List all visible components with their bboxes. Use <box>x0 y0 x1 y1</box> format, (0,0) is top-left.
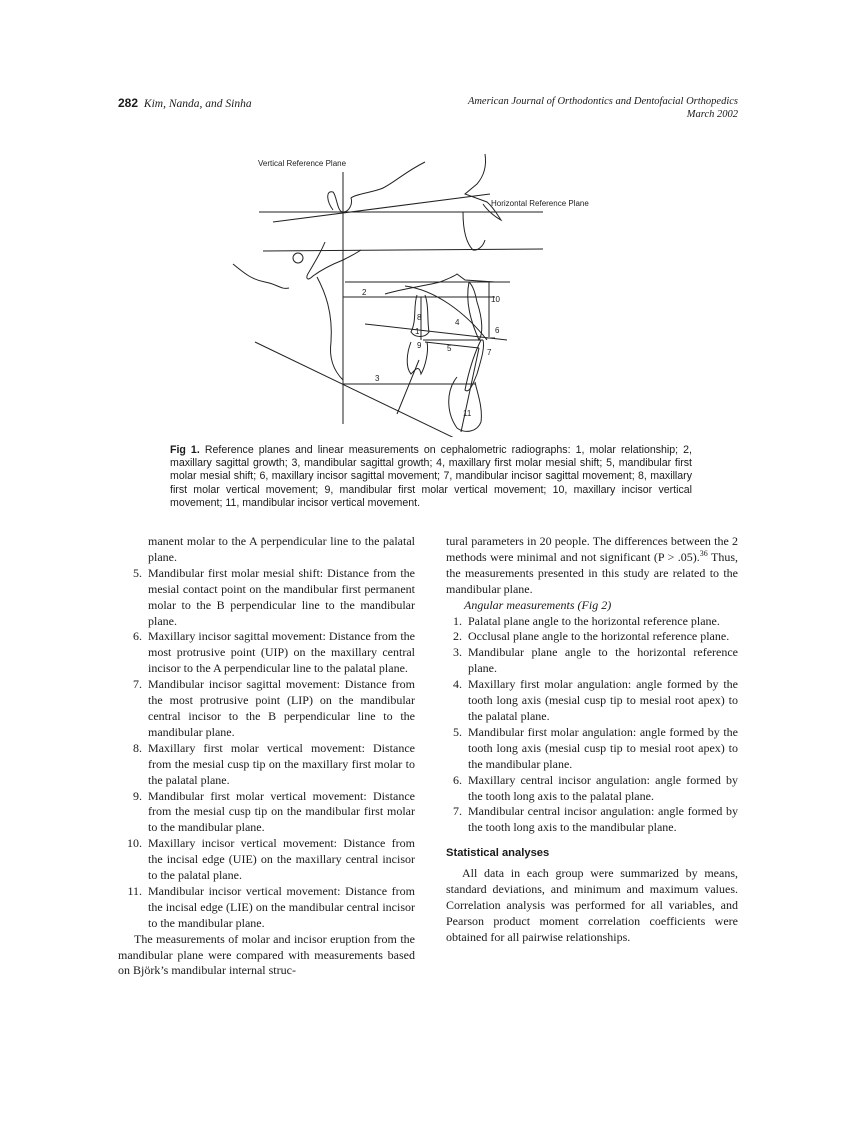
cephalometric-tracing-diagram <box>225 152 625 437</box>
porion-marker <box>293 253 303 263</box>
running-head <box>118 96 738 130</box>
list-item-number: 3. <box>453 645 462 660</box>
orbit-outline <box>463 212 485 250</box>
horizontal-reference-plane-label: Horizontal Reference Plane <box>491 199 589 208</box>
measurement-label-7: 7 <box>487 348 492 357</box>
list-item <box>118 741 415 789</box>
list-item <box>118 629 415 677</box>
measurement-label-6: 6 <box>495 326 500 335</box>
body-paragraph-continuation <box>446 534 738 598</box>
list-item-text: Mandibular incisor sagittal movement: Distance from the most protrusive point (LIP) on the mandibular central incisor to the B perpendicular line to the mandibular plane. <box>148 677 415 739</box>
list-item-number: 5. <box>133 565 142 580</box>
list-item-text: Occlusal plane angle to the horizontal reference plane. <box>468 629 730 644</box>
list-item <box>446 725 738 773</box>
issue-date: March 2002 <box>686 108 738 120</box>
list-item-text: Mandibular central incisor angulation: angle formed by the tooth long axis to the mandibular plane. <box>468 804 738 835</box>
measurement-label-11: 11 <box>463 409 472 418</box>
sn-line <box>273 194 490 222</box>
measurement-label-4: 4 <box>455 318 460 327</box>
measurement-label-3: 3 <box>375 374 380 383</box>
measurement-label-2: 2 <box>362 288 367 297</box>
list-item <box>446 804 738 836</box>
list-item-text: Mandibular first molar vertical movement: Distance from the mesial cusp tip on the mandibular first molar to the mandibular plane. <box>148 788 415 835</box>
list-item <box>446 645 738 677</box>
continuation-text-a: tural parameters in 20 people. The differences between the 2 methods were minimal and not significant (P > .05). <box>446 534 738 564</box>
list-item-text: Maxillary first molar angulation: angle formed by the tooth long axis (mesial cusp tip to mesial root apex) to the palatal plane. <box>468 677 738 723</box>
section-heading: Statistical analyses <box>446 847 550 860</box>
measurement-label-9: 9 <box>417 341 422 350</box>
list-item-number: 8. <box>133 740 142 755</box>
list-item <box>446 614 738 630</box>
measurement-label-5: 5 <box>447 344 452 353</box>
list-item-text: Mandibular first molar angulation: angle formed by the tooth long axis (mesial cusp tip to mesial root apex) to the mandibular plane. <box>468 724 738 771</box>
symphysis-outline <box>449 377 482 431</box>
vertical-reference-plane-label: Vertical Reference Plane <box>258 159 347 168</box>
list-item-number: 6. <box>133 629 142 644</box>
linear-measurements-list <box>118 566 415 932</box>
list-item-number: 2. <box>453 629 462 644</box>
list-continuation: manent molar to the A perpendicular line to the palatal plane. <box>148 534 415 564</box>
list-item-text: Maxillary central incisor angulation: angle formed by the tooth long axis to the palatal plane. <box>468 772 738 803</box>
right-column <box>446 534 738 946</box>
continuation-text-b: Thus, the measurements presented in this study are related to the mandibular plane. <box>446 549 738 596</box>
cephalometric-figure <box>225 152 625 437</box>
occipital-outline <box>233 264 289 288</box>
figure-caption-text: Reference planes and linear measurements on cephalometric radiographs: 1, molar relationship; 2, maxillary sagittal growth; 3, mandibular sagittal growth; 4, maxillary first molar mesial shift; 5, mandibular first molar mesial shift; 6, maxillary incisor sagittal movement; 7, mandibular incisor sagittal movement; 8, maxillary first molar vertical movement; 9, mandibular first molar vertical movement; 10, maxillary incisor vertical movement; 11, mandibular incisor vertical movement. <box>170 444 693 509</box>
list-item-number: 6. <box>453 772 462 787</box>
maxilla-outline <box>385 274 495 294</box>
list-item-text: Maxillary incisor sagittal movement: Distance from the most protrusive point (UIP) on the maxillary central incisor to the A perpendicular line to the palatal plane. <box>148 629 415 676</box>
list-item-number: 9. <box>133 788 142 803</box>
list-item-text: Mandibular plane angle to the horizontal reference plane. <box>468 645 738 676</box>
running-head-left <box>118 96 252 110</box>
list-item <box>118 884 415 932</box>
list-item-number: 7. <box>133 677 142 692</box>
author-list: Kim, Nanda, and Sinha <box>143 98 252 110</box>
measurement-label-10: 10 <box>491 295 500 304</box>
list-item <box>446 773 738 805</box>
citation-superscript: 36 <box>699 548 708 558</box>
body-paragraph: The measurements of molar and incisor eruption from the mandibular plane were compared with measurements based on Björk’s mandibular internal struc- <box>118 931 415 978</box>
left-column <box>118 534 415 979</box>
nasion-outline <box>465 154 501 220</box>
list-item <box>446 629 738 645</box>
journal-title: American Journal of Orthodontics and Dentofacial Orthopedics <box>467 96 738 107</box>
measurement-line-11 <box>461 348 479 432</box>
figure-tag: Fig 1. <box>170 444 200 456</box>
list-item-number: 4. <box>453 677 462 692</box>
body-paragraph: All data in each group were summarized by means, standard deviations, and minimum and maximum values. Correlation analysis was performed for all variables, and Pearson product moment correlation coefficients were obtained for all pairwise relationships. <box>446 866 738 944</box>
list-item-text: Mandibular incisor vertical movement: Distance from the incisal edge (LIE) on the mandibular central incisor to the mandibular plane. <box>148 883 415 930</box>
list-item-number: 11. <box>127 883 142 898</box>
list-item <box>118 789 415 837</box>
pterygoid-outline <box>307 242 361 279</box>
list-item-text: Mandibular first molar mesial shift: Distance from the mesial contact point on the mandibular first permanent molar to the B perpendicular line to the mandibular plane. <box>148 565 415 628</box>
measurement-line-5 <box>425 342 479 348</box>
ramus-outline <box>317 277 343 380</box>
list-item-number: 10. <box>127 836 142 851</box>
list-item <box>118 677 415 741</box>
list-item-number: 5. <box>453 724 462 739</box>
figure-caption <box>170 444 692 510</box>
list-item <box>118 836 415 884</box>
list-item-text: Palatal plane angle to the horizontal reference plane. <box>468 613 720 628</box>
angular-measurements-list <box>446 614 738 837</box>
second-horizontal-line <box>263 249 543 251</box>
subsection-heading: Angular measurements (Fig 2) <box>464 597 612 612</box>
page-number: 282 <box>118 96 139 110</box>
measurement-label-1: 1 <box>415 327 420 336</box>
list-item <box>118 566 415 630</box>
list-item-text: Maxillary incisor vertical movement: Distance from the incisal edge (UIE) on the maxillary central incisor to the palatal plane. <box>148 836 415 883</box>
list-item <box>446 677 738 725</box>
running-head-right <box>468 96 738 121</box>
list-item-text: Maxillary first molar vertical movement: Distance from the mesial cusp tip on the maxillary first molar to the palatal plane. <box>148 740 415 787</box>
list-item-number: 1. <box>453 613 462 628</box>
measurement-label-8: 8 <box>417 313 422 322</box>
list-item-number: 7. <box>453 804 462 819</box>
